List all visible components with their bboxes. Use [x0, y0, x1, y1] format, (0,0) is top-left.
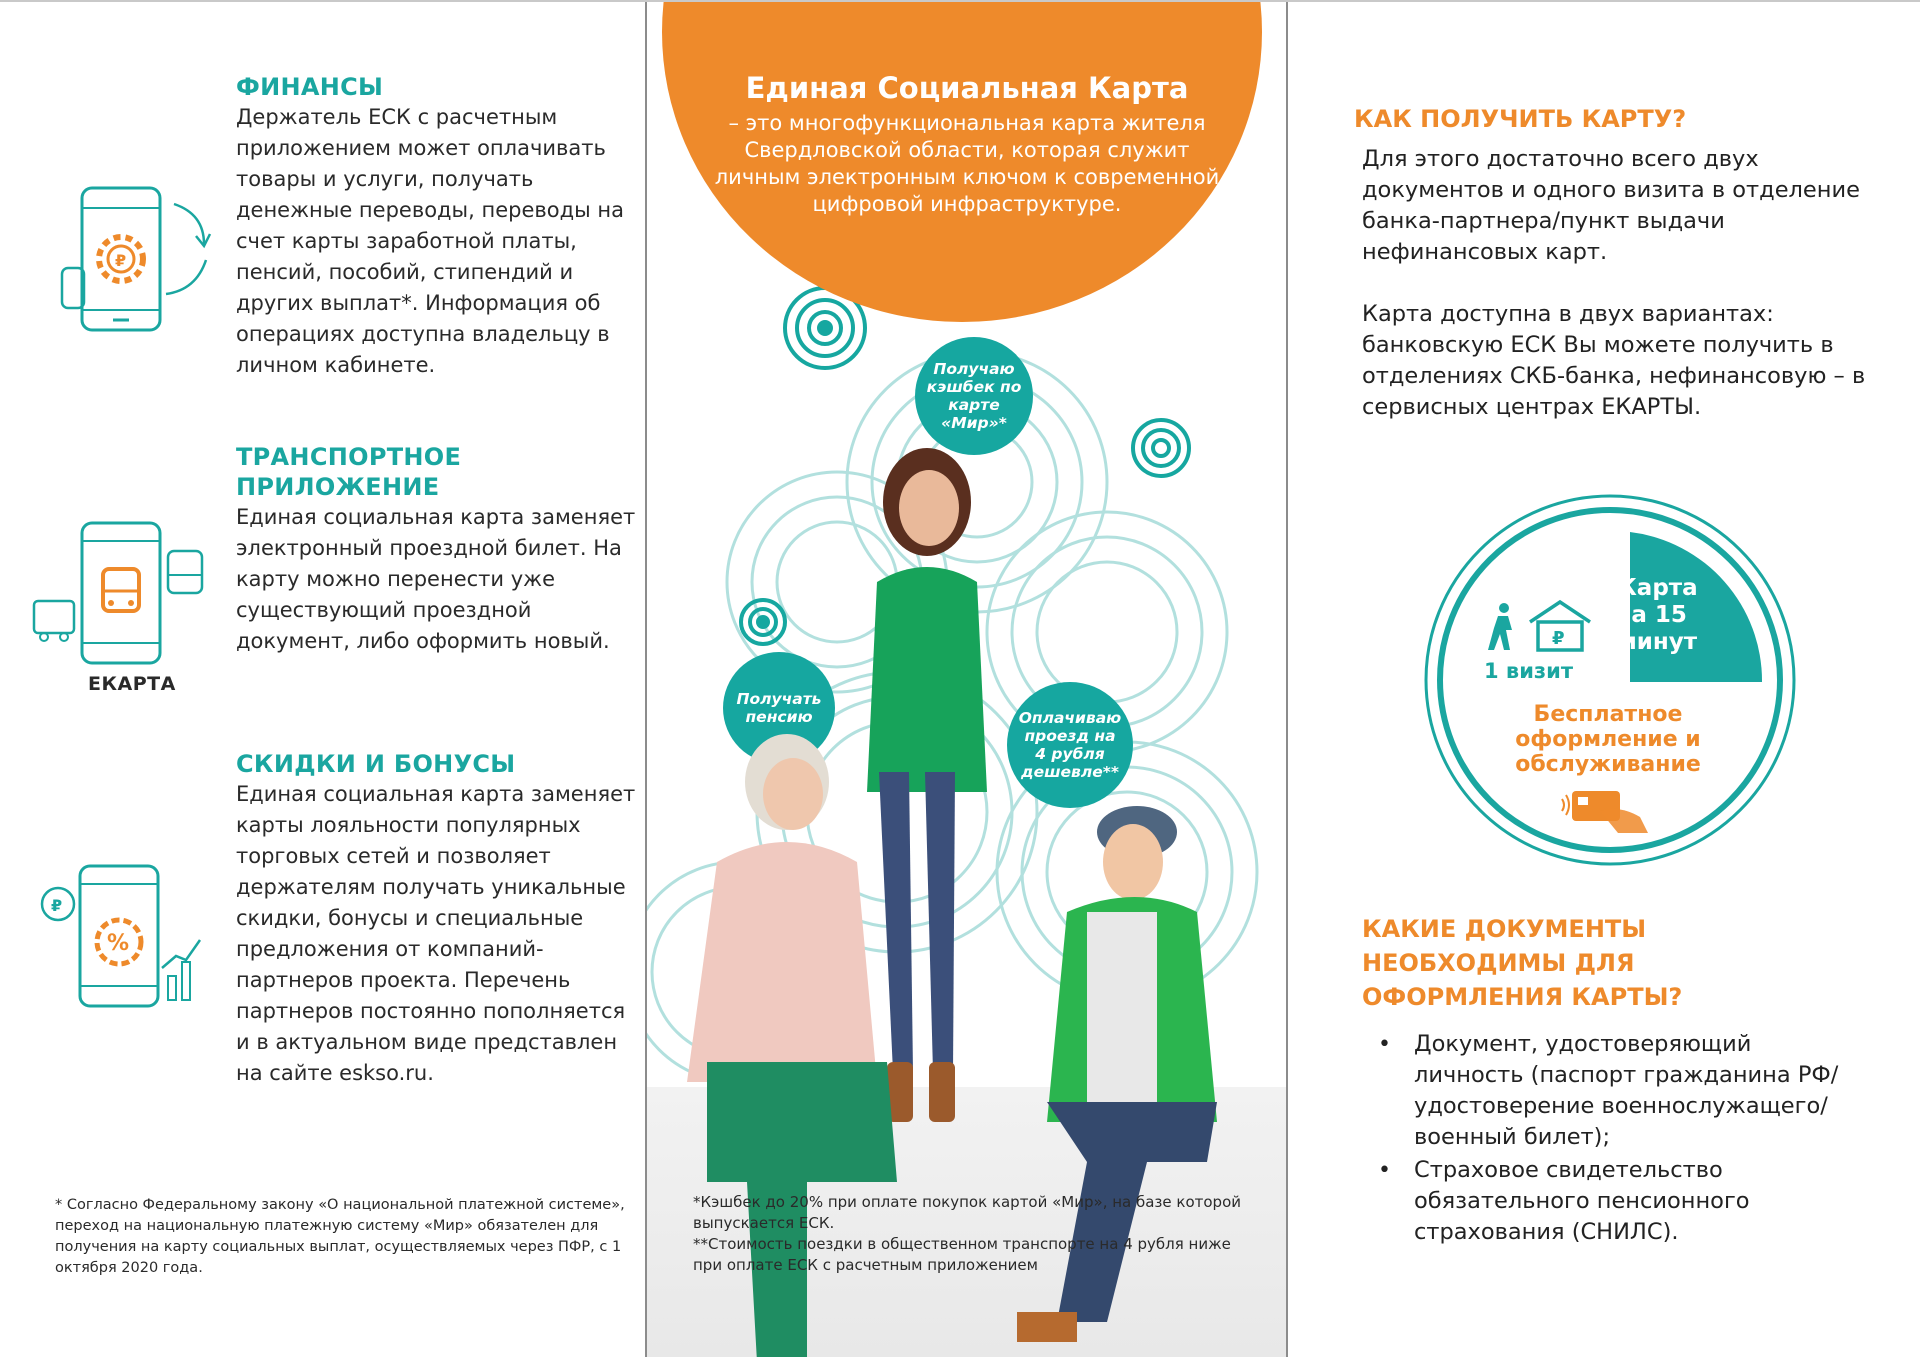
- transport-section: [236, 442, 636, 657]
- center-footnote-1: *Кэшбек до 20% при оплате покупок картой «Мир», на базе которой выпускается ЕСК.: [693, 1193, 1242, 1232]
- svg-text:%: %: [107, 931, 130, 956]
- how-text-1: Для этого достаточно всего двух документов и одного визита в отделение банка-партнера/пункт выдачи нефинансовых карт.: [1362, 146, 1860, 265]
- docs-heading-line3: ОФОРМЛЕНИЯ КАРТЫ?: [1362, 983, 1683, 1011]
- transport-heading: [236, 442, 636, 502]
- woman-figure: [867, 448, 987, 1122]
- card-payment-icon: [1560, 785, 1656, 837]
- discounts-text: Единая социальная карта заменяет карты лояльности популярных торговых сетей и позволяет держателям получать уникальные скидки, бонусы и специальные предложения от компаний-партнеров проекта. Перечень партнеров постоянно пополняется и в актуальном виде представлен на сайте eskso.ru.: [236, 782, 636, 1085]
- left-panel: [0, 2, 645, 1357]
- docs-list: [1378, 1029, 1868, 1250]
- center-panel: [647, 2, 1286, 1357]
- bubble-pension-text: Получать пенсию: [736, 690, 822, 726]
- transport-text: Единая социальная карта заменяет электронный проездной билет. На карту можно перенести уже существующий проездной документ, либо оформить новый.: [236, 505, 636, 653]
- center-footnote-2: **Стоимость поездки в общественном транспорте на 4 рубля ниже при оплате ЕСК с расчетным приложением: [693, 1235, 1231, 1274]
- discounts-section: [236, 749, 636, 1089]
- bubble-transport-text: Оплачиваю проезд на 4 рубля дешевле**: [1018, 709, 1122, 781]
- hero-subtitle: – это многофункциональная карта жителя Свердловской области, которая служит личным электронным ключом к современной цифровой инфраструктуре.: [714, 111, 1220, 216]
- walking-person-icon: [1484, 602, 1524, 652]
- badge-card-line3: минут: [1618, 629, 1698, 655]
- bubble-cashback: [915, 337, 1033, 455]
- transport-heading-line2: ПРИЛОЖЕНИЕ: [236, 473, 440, 501]
- docs-list-item: • Страховое свидетельство обязательного пенсионного страхования (СНИЛС).: [1378, 1155, 1868, 1248]
- finance-section: [236, 72, 636, 381]
- finance-text: Держатель ЕСК с расчетным приложением может оплачивать товары и услуги, получать денежные переводы, переводы на счет карты заработной платы, пенсий, пособий, стипендий и других выплат*. Информация об операциях доступна владельцу в личном кабинете.: [236, 105, 624, 377]
- how-section: [1354, 102, 1874, 423]
- finance-heading: ФИНАНСЫ: [236, 73, 384, 101]
- badge-card-line1: Карта: [1618, 575, 1698, 601]
- right-panel: [1288, 2, 1920, 1357]
- how-heading: КАК ПОЛУЧИТЬ КАРТУ?: [1354, 105, 1687, 133]
- how-text-2: Карта доступна в двух вариантах: банковскую ЕСК Вы можете получить в отделениях СКБ-банка, нефинансовую – в сервисных центрах ЕКАРТЫ.: [1362, 301, 1866, 420]
- docs-heading-line2: НЕОБХОДИМЫ ДЛЯ: [1362, 949, 1635, 977]
- badge-card-text: [1618, 575, 1728, 656]
- docs-heading: [1362, 912, 1882, 1014]
- hero-title: Единая Социальная Карта: [745, 71, 1189, 105]
- phone-payment-icon: [58, 182, 218, 342]
- phone-bus-icon: [30, 517, 220, 667]
- badge-visit-label: 1 визит: [1484, 659, 1574, 683]
- docs-heading-line1: КАКИЕ ДОКУМЕНТЫ: [1362, 915, 1647, 943]
- transport-heading-line1: ТРАНСПОРТНОЕ: [236, 443, 462, 471]
- ekarta-logo: ЕКАРТА: [88, 673, 176, 695]
- discounts-heading: СКИДКИ И БОНУСЫ: [236, 750, 516, 778]
- docs-list-item: • Документ, удостоверяющий личность (паспорт гражданина РФ/удостоверение военнослужащего/военный билет);: [1378, 1029, 1868, 1153]
- bank-house-icon: [1526, 598, 1594, 654]
- center-footnotes: [693, 1192, 1253, 1276]
- svg-text:₽: ₽: [51, 896, 63, 915]
- svg-text:₽: ₽: [1552, 628, 1565, 649]
- phone-discount-icon: [36, 864, 206, 1012]
- svg-text:₽: ₽: [115, 251, 127, 270]
- left-footnote: * Согласно Федеральному закону «О национальной платежной системе», переход на национальную платежную систему «Мир» обязателен для получения на карту социальных выплат, осуществляемых через ПФР, с 1 октября 2020 года.: [55, 1197, 625, 1276]
- badge-free-label: Бесплатное оформление и обслуживание: [1515, 702, 1701, 777]
- badge-card-line2: за 15: [1618, 602, 1687, 628]
- docs-section: [1362, 912, 1882, 1014]
- bubble-cashback-text: Получаю кэшбек по карте «Мир»*: [926, 360, 1022, 432]
